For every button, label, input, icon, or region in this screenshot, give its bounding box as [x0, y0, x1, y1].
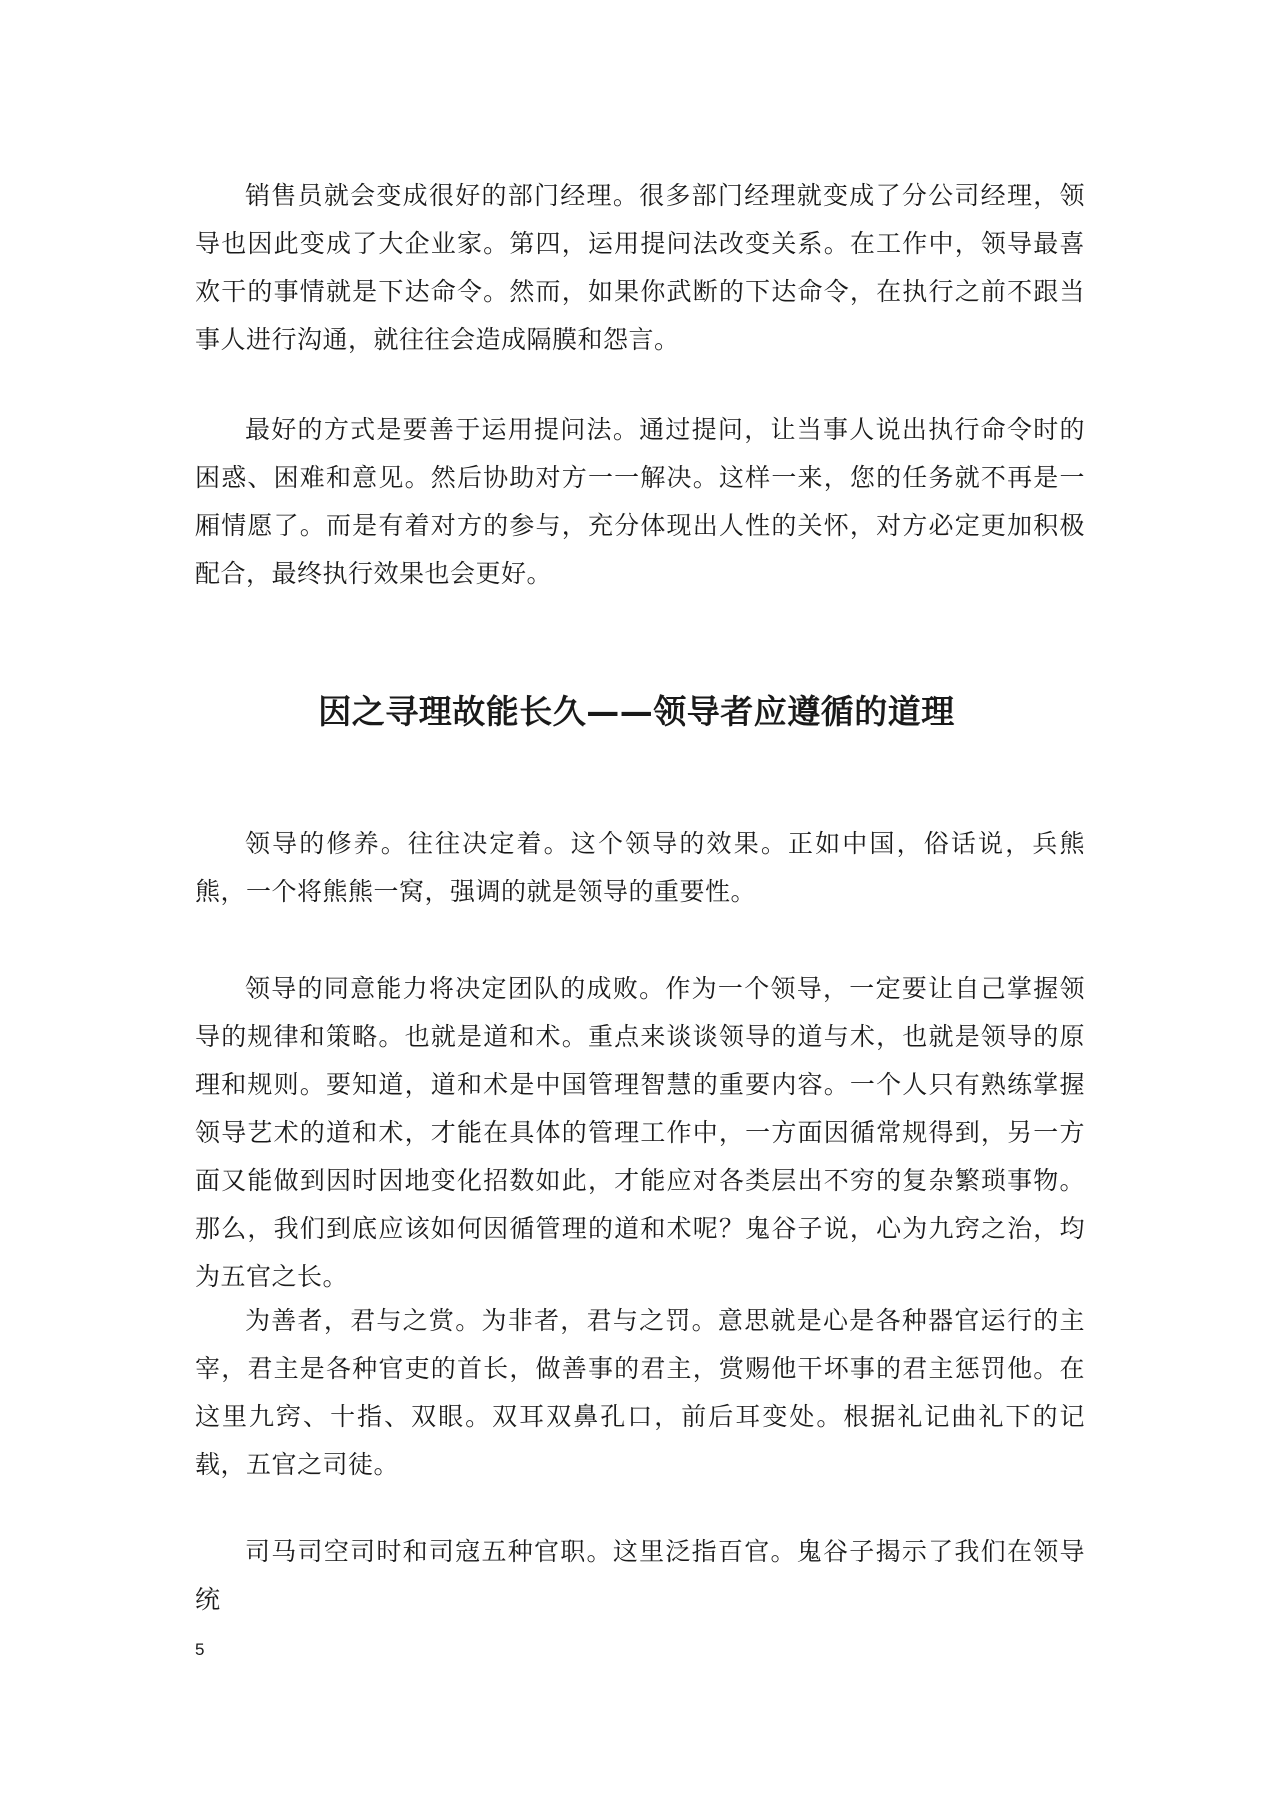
paragraph: 最好的方式是要善于运用提问法。通过提问，让当事人说出执行命令时的困惑、困难和意见。然后协助对方一一解决。这样一来，您的任务就不再是一厢情愿了。而是有着对方的参与，充分体现出人性的关怀，对方必定更加积极配合，最终执行效果也会更好。 [195, 415, 1085, 588]
text-block-bottom-3 [195, 1297, 1085, 1489]
paragraph: 销售员就会变成很好的部门经理。很多部门经理就变成了分公司经理，领导也因此变成了大企业家。第四，运用提问法改变关系。在工作中，领导最喜欢干的事情就是下达命令。然而，如果你武断的下达命令，在执行之前不跟当事人进行沟通，就往往会造成隔膜和怨言。 [195, 181, 1085, 354]
text-block-bottom-4 [195, 1528, 1085, 1624]
text-block-bottom-1 [195, 820, 1085, 916]
paragraph: 司马司空司时和司寇五种官职。这里泛指百官。鬼谷子揭示了我们在领导统 [195, 1537, 1085, 1614]
section-heading: 因之寻理故能长久——领导者应遵循的道理 [318, 692, 955, 731]
paragraph: 领导的修养。往往决定着。这个领导的效果。正如中国，俗话说，兵熊熊，一个将熊熊一窝，强调的就是领导的重要性。 [195, 829, 1085, 906]
text-block-top-2 [195, 406, 1085, 598]
paragraph: 领导的同意能力将决定团队的成败。作为一个领导，一定要让自己掌握领导的规律和策略。也就是道和术。重点来谈谈领导的道与术，也就是领导的原理和规则。要知道，道和术是中国管理智慧的重要内容。一个人只有熟练掌握领导艺术的道和术，才能在具体的管理工作中，一方面因循常规得到，另一方面又能做到因时因地变化招数如此，才能应对各类层出不穷的复杂繁琐事物。那么，我们到底应该如何因循管理的道和术呢？鬼谷子说，心为九窍之治，均为五官之长。 [195, 974, 1085, 1291]
text-block-bottom-2 [195, 965, 1085, 1301]
text-block-top [195, 172, 1085, 364]
page-number: 5 [195, 1640, 205, 1659]
paragraph: 为善者，君与之赏。为非者，君与之罚。意思就是心是各种器官运行的主宰，君主是各种官吏的首长，做善事的君主，赏赐他干坏事的君主惩罚他。在这里九窍、十指、双眼。双耳双鼻孔口，前后耳变处。根据礼记曲礼下的记载，五官之司徒。 [195, 1306, 1085, 1479]
